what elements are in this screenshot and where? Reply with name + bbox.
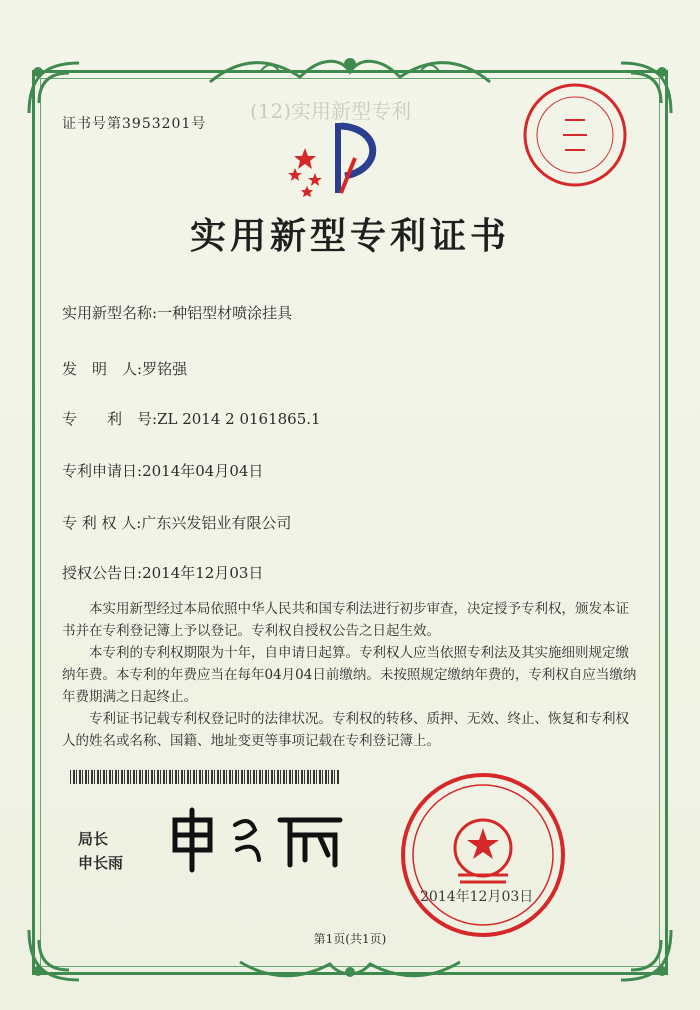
tax-seal-icon	[520, 80, 630, 194]
seal-date: 2014年12月03日	[420, 889, 534, 905]
field-announcement-date	[62, 562, 263, 583]
barcode	[70, 770, 340, 784]
bottom-ornament-icon	[230, 952, 470, 982]
field-label: 实用新型名称:	[62, 304, 158, 322]
body-paragraph: 本专利的专利权期限为十年，自申请日起算。专利权人应当依照专利法及其实施细则规定缴纳年费。本专利的年费应当在每年04月04日前缴纳。未按照规定缴纳年费的，专利权自应当缴纳年费期满之日起终止。	[62, 645, 637, 705]
page-number: 第1页(共1页)	[313, 932, 387, 946]
field-label: 专利申请日:	[62, 462, 143, 480]
field-holder	[62, 512, 291, 533]
patent-emblem-icon	[285, 118, 395, 202]
top-ornament-icon	[200, 52, 500, 92]
field-value: 一种铝型材喷涂挂具	[157, 304, 293, 322]
field-value: 2014年12月03日	[142, 564, 264, 582]
watermark-text: (12)实用新型专利	[250, 99, 412, 123]
certificate-title: 实用新型专利证书	[189, 215, 510, 257]
director-name: 申长雨	[78, 854, 124, 872]
field-value: 罗铭强	[142, 360, 188, 378]
director-title: 局长	[78, 830, 109, 848]
field-value: 广东兴发铝业有限公司	[141, 514, 292, 532]
field-filing-date	[62, 460, 263, 481]
field-name	[62, 302, 292, 323]
corner-ornament-icon	[24, 58, 84, 118]
field-label: 发 明 人:	[62, 360, 143, 378]
field-inventor	[62, 358, 187, 379]
field-label: 专 利 号:	[62, 410, 158, 428]
field-value: ZL 2014 2 0161865.1	[157, 410, 321, 428]
signature-image	[165, 805, 355, 879]
body-paragraph: 专利证书记载专利权登记时的法律状况。专利权的转移、质押、无效、终止、恢复和专利权人的姓名或名称、国籍、地址变更等事项记载在专利登记簿上。	[62, 711, 629, 749]
field-value: 2014年04月04日	[142, 462, 264, 480]
field-label: 专 利 权 人:	[62, 514, 142, 532]
body-paragraph: 本实用新型经过本局依照中华人民共和国专利法进行初步审查，决定授予专利权，颁发本证书并在专利登记簿上予以登记。专利权自授权公告之日起生效。	[62, 601, 629, 639]
state-seal-icon	[398, 770, 568, 944]
certificate-number: 证书号第3953201号	[62, 116, 207, 132]
field-patent-number	[62, 408, 321, 429]
field-label: 授权公告日:	[62, 564, 143, 582]
